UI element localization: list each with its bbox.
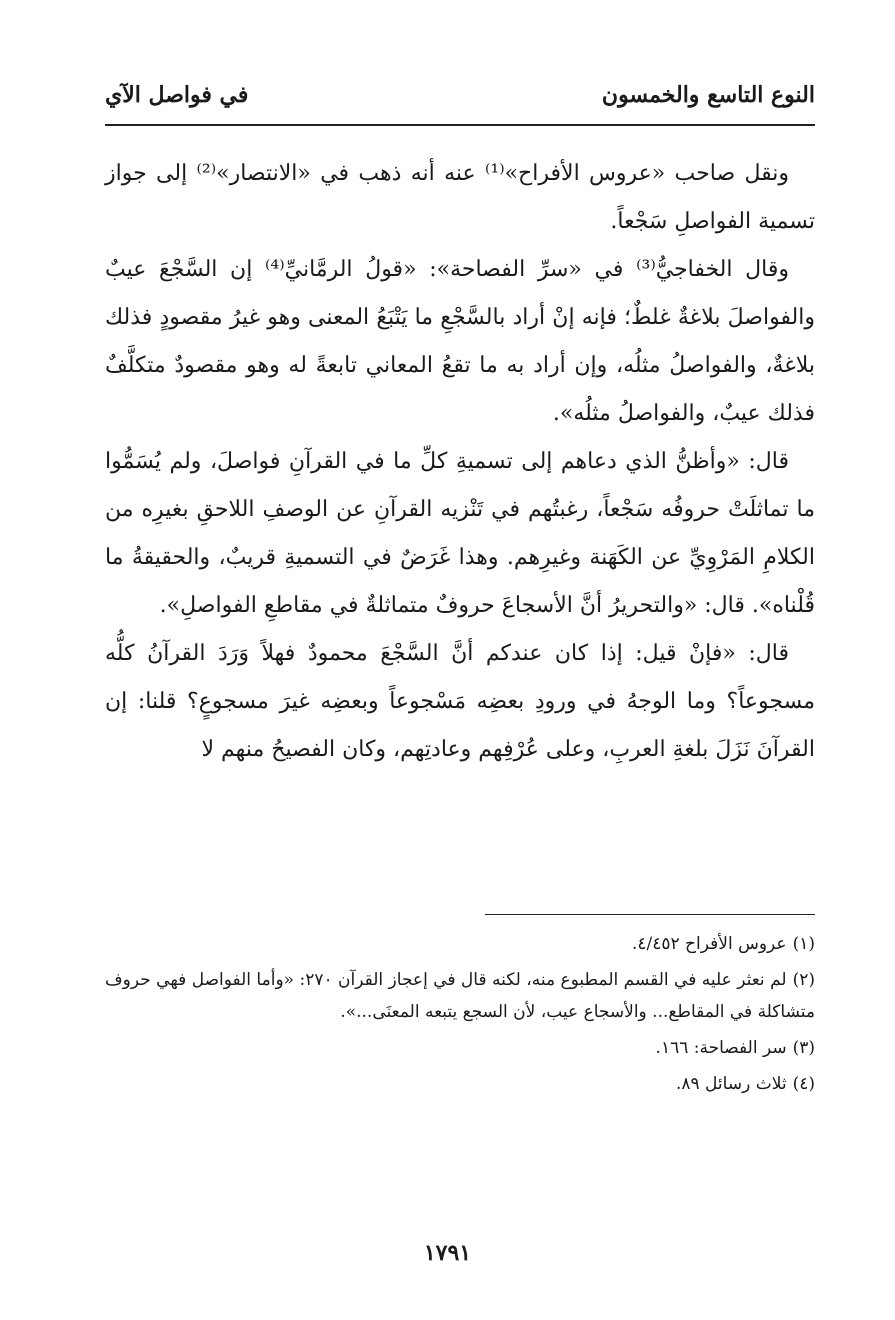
main-text	[105, 150, 815, 774]
paragraph: وقال الخفاجيُّ⁽³⁾ في «سرِّ الفصاحة»: «قولُ الرمَّانيِّ⁽⁴⁾ إن السَّجْعَ عيبٌ والفواصلَ بلاغةٌ غلطٌ؛ فإنه إنْ أراد بالسَّجْعِ ما يَتْبَعُ المعنى وهو غيرُ مقصودٍ فذلك بلاغةٌ، والفواصلُ مثلُه، وإن أراد به ما تقعُ المعاني تابعةً له وهو مقصودٌ متكلَّفٌ فذلك عيبٌ، والفواصلُ مثلُه».	[105, 257, 815, 426]
page-number: ١٧٩١	[423, 1240, 472, 1266]
footnote-text: لم نعثر عليه في القسم المطبوع منه، لكنه قال في إعجاز القرآن ٢٧٠: «وأما الفواصل فهي حروف متشاكلة في المقاطع... والأسجاع عيب، لأن السجع يتبعه المعنَى...».	[105, 970, 815, 1022]
running-header	[105, 82, 815, 122]
header-divider	[105, 124, 815, 126]
section-title: في فواصل الآي	[105, 82, 249, 108]
footnote-item	[105, 1032, 815, 1064]
chapter-title: النوع التاسع والخمسون	[601, 82, 815, 108]
footnotes	[105, 928, 815, 1104]
footnote-number: (٣)	[792, 1038, 815, 1058]
footnote-item	[105, 964, 815, 1028]
footnote-text: سر الفصاحة: ١٦٦.	[655, 1038, 787, 1058]
footnote-number: (٢)	[792, 970, 815, 990]
footnote-text: ثلاث رسائل ٨٩.	[675, 1074, 787, 1094]
footnote-number: (٤)	[792, 1074, 815, 1094]
footnote-text: عروس الأفراح ٤/٤٥٢.	[631, 934, 787, 954]
paragraph: قال: «فإنْ قيل: إذا كان عندكم أنَّ السَّجْعَ محمودٌ فهلاً وَرَدَ القرآنُ كلُّه مسجوعاً؟ وما الوجهُ في ورودِ بعضِه مَسْجوعاً وبعضِه غيرَ مسجوعٍ؟ قلنا: إن القرآنَ نَزَلَ بلغةِ العربِ، وعلى عُرْفِهم وعادتِهم، وكان الفصيحُ منهم لا	[105, 641, 815, 762]
paragraph: ونقل صاحب «عروس الأفراح»⁽¹⁾ عنه أنه ذهب في «الانتصار»⁽²⁾ إلى جواز تسمية الفواصلِ سَجْعاً.	[105, 161, 815, 234]
paragraph: قال: «وأظنُّ الذي دعاهم إلى تسميةِ كلِّ ما في القرآنِ فواصلَ، ولم يُسَمُّوا ما تماثلَتْ حروفُه سَجْعاً، رغبتُهم في تَنْزيه القرآنِ عن الوصفِ اللاحقِ بغيرِه من الكلامِ المَرْوِيِّ عن الكَهَنة وغيرِهم. وهذا غَرَضٌ في التسميةِ قريبٌ، والحقيقةُ ما قُلْناه». قال: «والتحريرُ أنَّ الأسجاعَ حروفٌ متماثلةٌ في مقاطعِ الفواصلِ».	[105, 449, 815, 618]
footnote-divider	[485, 914, 815, 915]
footnote-item	[105, 928, 815, 960]
footnote-number: (١)	[792, 934, 815, 954]
footnote-item	[105, 1068, 815, 1100]
